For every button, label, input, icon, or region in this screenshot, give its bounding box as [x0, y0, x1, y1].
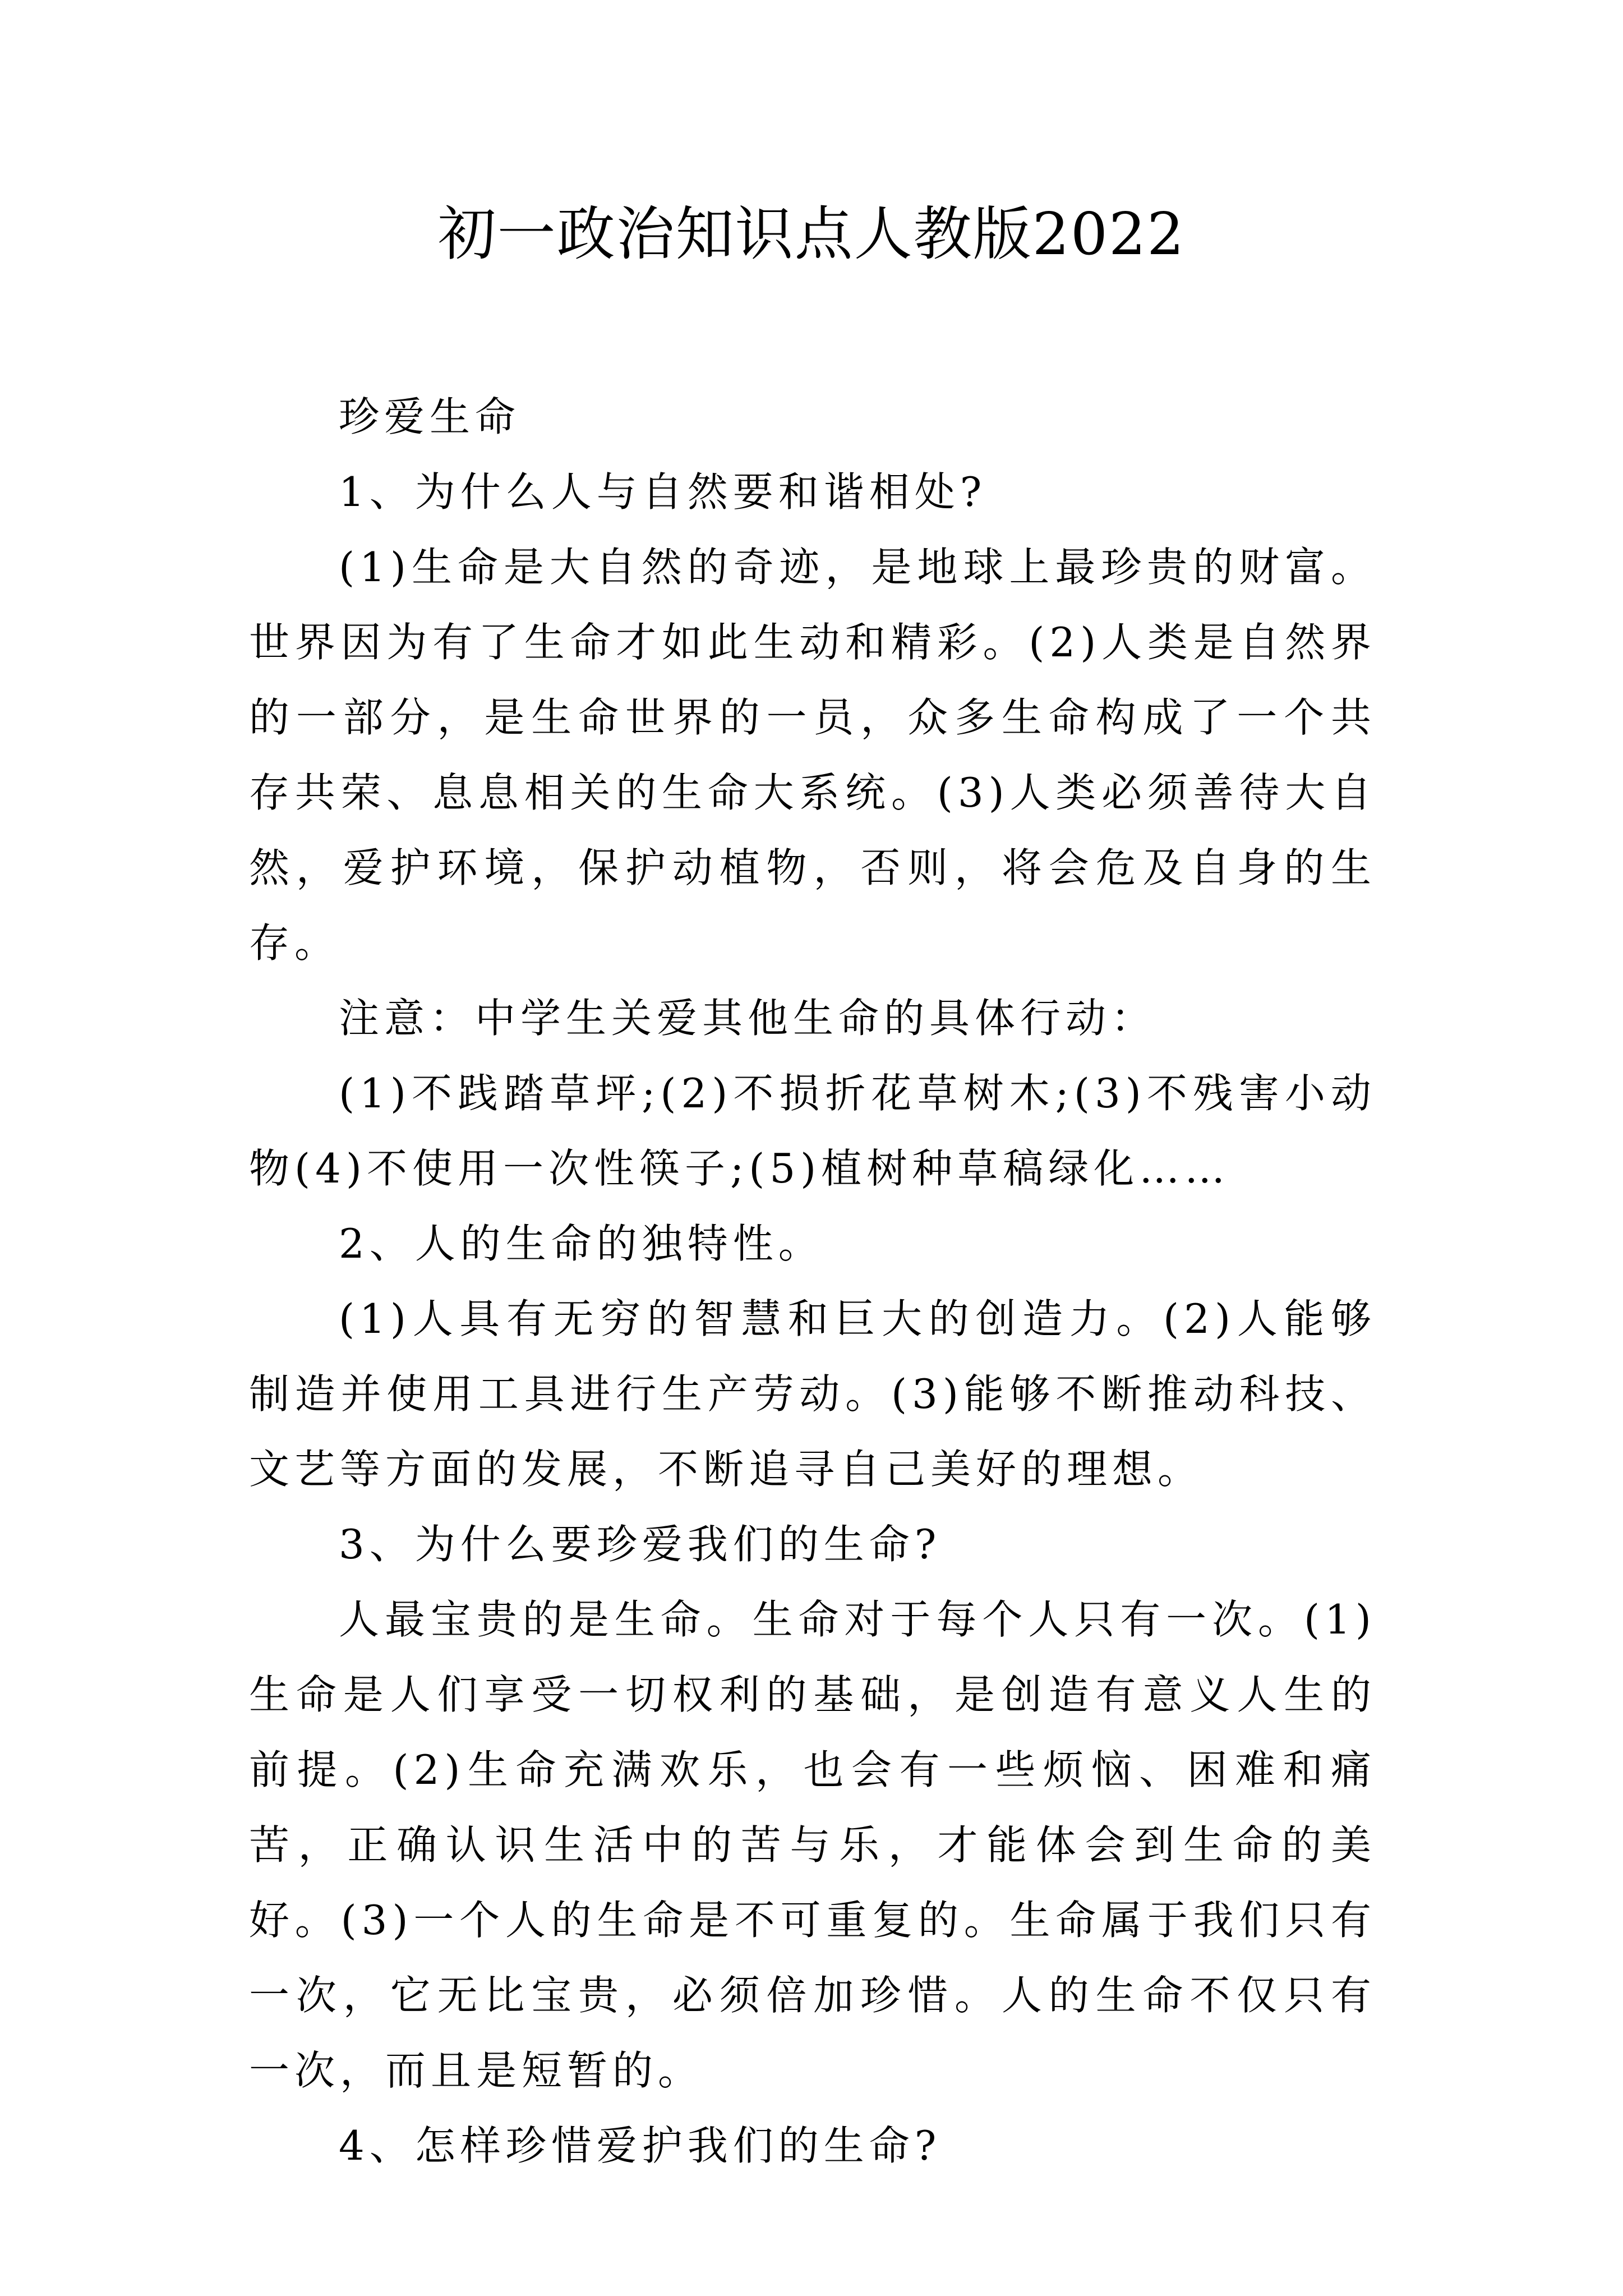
body-paragraph: (1)不践踏草坪;(2)不损折花草树木;(3)不残害小动物(4)不使用一次性筷子;(5)植树种草稿绿化…… [249, 1070, 1376, 1192]
question-heading: 4、怎样珍惜爱护我们的生命? [339, 2122, 942, 2169]
section-heading: 珍爱生命 [339, 393, 521, 440]
question-heading: 3、为什么要珍爱我们的生命? [339, 1521, 942, 1568]
document-title: 初一政治知识点人教版2022 [437, 200, 1186, 268]
question-heading: 1、为什么人与自然要和谐相处? [339, 468, 987, 516]
question-heading: 2、人的生命的独特性。 [339, 1220, 824, 1267]
body-paragraph: (1)生命是大自然的奇迹，是地球上最珍贵的财富。世界因为有了生命才如此生动和精彩。(2)人类是自然界的一部分，是生命世界的一员，众多生命构成了一个共存共荣、息息相关的生命大系统。(3)人类必须善待大自然，爱护环境，保护动植物，否则，将会危及自身的生存。 [249, 544, 1376, 967]
body-paragraph: 人最宝贵的是生命。生命对于每个人只有一次。(1)生命是人们享受一切权利的基础，是创造有意义人生的前提。(2)生命充满欢乐，也会有一些烦恼、困难和痛苦，正确认识生活中的苦与乐，才能体会到生命的美好。(3)一个人的生命是不可重复的。生命属于我们只有一次，它无比宝贵，必须倍加珍惜。人的生命不仅只有一次，而且是短暂的。 [249, 1596, 1376, 2094]
document-body [249, 379, 1376, 2183]
body-paragraph: (1)人具有无穷的智慧和巨大的创造力。(2)人能够制造并使用工具进行生产劳动。(3)能够不断推动科技、文艺等方面的发展，不断追寻自己美好的理想。 [249, 1295, 1376, 1493]
note-paragraph: 注意：中学生关爱其他生命的具体行动： [339, 995, 1157, 1042]
